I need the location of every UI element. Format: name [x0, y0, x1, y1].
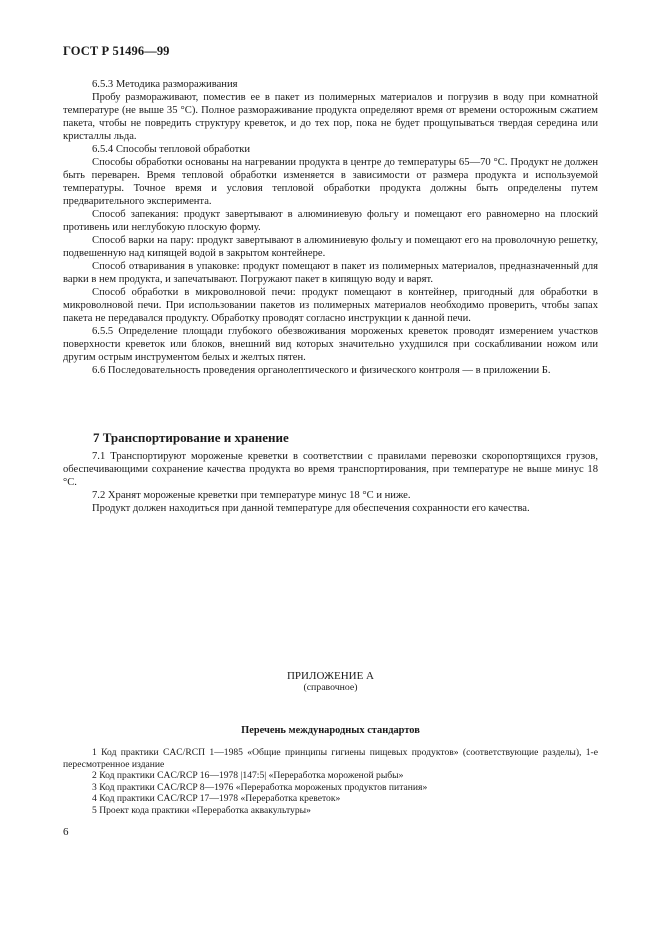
appendix-subtitle: (справочное): [303, 682, 358, 693]
page-number: 6: [63, 826, 69, 838]
paragraph-7-2: 7.2 Хранят мороженые креветки при температуре минус 18 °С и ниже.: [92, 490, 411, 501]
paragraph-7-1: 7.1 Транспортируют мороженые креветки в соответствии с правилами перевозки скоропортящихся грузов, обеспечивающими сохранение качества продукта во время транспортирования, при температуре не выше минус 18 °С.: [63, 451, 598, 488]
standards-list: [63, 747, 598, 817]
paragraph-boiling: Способ отваривания в упаковке: продукт помещают в пакет из полимерных материалов, предназначенный для варки в нем продукта, и запечатывают. Погружают пакет в кипящую воду и варят.: [63, 261, 598, 285]
standards-list-title: Перечень международных стандартов: [241, 725, 420, 736]
document-header: ГОСТ Р 51496—99: [63, 44, 170, 58]
paragraph-6-6: 6.6 Последовательность проведения органолептического и физического контроля — в приложении Б.: [92, 365, 551, 376]
list-item: 3 Код практики CAC/RCP 8—1976 «Переработка мороженых продуктов питания»: [92, 781, 428, 793]
paragraph-thawing: Пробу размораживают, поместив ее в пакет из полимерных материалов и погрузив в воду при комнатной температуре (не выше 35 °С). Полное размораживание продукта определяют время от времени осторожным сжатием пакета, чтобы не повредить структуру креветок, и до тех пор, пока не будет прощупываться твердая середина или кристаллы льда.: [63, 92, 598, 142]
list-item: 2 Код практики CAC/RCP 16—1978 |147:5| «Переработка мороженой рыбы»: [92, 770, 404, 782]
paragraph-steaming: Способ варки на пару: продукт завертывают в алюминиевую фольгу и помещают его на проволочную решетку, подвешенную над кипящей водой в закрытом контейнере.: [63, 235, 598, 259]
subsection-title-6-5-4: 6.5.4 Способы тепловой обработки: [92, 144, 251, 155]
list-item: 1 Код практики CAC/RCП 1—1985 «Общие принципы гигиены пищевых продуктов» (соответствующие разделы), 1-е пересмотренное издание: [63, 747, 598, 770]
section-6-5-body: [63, 78, 598, 377]
paragraph-microwave: Способ обработки в микроволновой печи: продукт помещают в контейнер, пригодный для обработки в микроволновой печи. При использовании пакетов из полимерных материалов необходимо проверить, чтобы запах пакета не передавался продукту. Обработку проводят согласно инструкции к данной печи.: [63, 287, 598, 324]
paragraph-baking: Способ запекания: продукт завертывают в алюминиевую фольгу и помещают его равномерно на плоский противень или неглубокую плоскую форму.: [63, 209, 598, 233]
subsection-title-6-5-3: 6.5.3 Методика размораживания: [92, 79, 238, 90]
list-item: 5 Проект кода практики «Переработка аквакультуры»: [92, 804, 311, 816]
list-item: 4 Код практики CAC/RCP 17—1978 «Переработка креветок»: [92, 793, 341, 805]
paragraph-heat-treatment: Способы обработки основаны на нагревании продукта в центре до температуры 65—70 °С. Продукт не должен быть переварен. Время тепловой обработки изменяется в зависимости от размера продукта и используемой температуры. Точное время и условия тепловой обработки продукта должны быть определены путем предварительного эксперимента.: [63, 157, 598, 207]
appendix-title: ПРИЛОЖЕНИЕ А: [286, 670, 374, 682]
section-7-body: [63, 450, 598, 515]
appendix-heading: [63, 670, 598, 694]
section-7-heading: 7 Транспортирование и хранение: [93, 430, 289, 445]
paragraph-7-3: Продукт должен находиться при данной температуре для обеспечения сохранности его качества.: [92, 503, 530, 514]
paragraph-6-5-5: 6.5.5 Определение площади глубокого обезвоживания мороженых креветок проводят измерением участков поверхности креветок или блоков, внешний вид которых значительно ухудшился при соскабливании ножом или другим острым инструментом белых и желтых пятен.: [63, 326, 598, 363]
